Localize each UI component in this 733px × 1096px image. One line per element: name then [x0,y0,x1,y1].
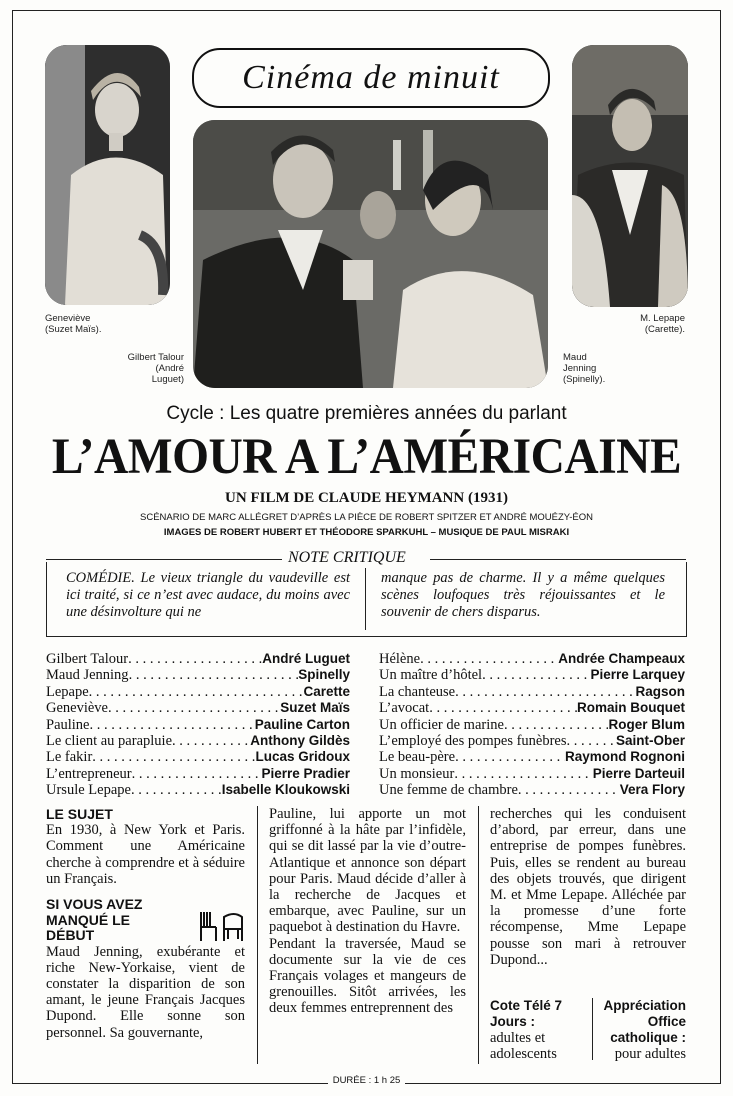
cast-role: Le fakir [46,749,93,766]
cast-row [379,749,685,765]
cast-role: Une femme de chambre [379,782,518,799]
cast-role: La chanteuse [379,683,456,700]
cast-leader-dots [455,684,635,700]
cast-role: Maud Jenning [46,667,129,684]
cast-actor: Pierre Pradier [261,765,350,781]
cast-role: Le beau-père [379,749,456,766]
manque-text: Maud Jenning, exubérante et riche New-Yorkaise, vient de constater la disparition de son amant, le jeune Français Jacques Dupond. Elle sonne son personnel. Sa gouvernante, [46,943,245,1041]
cast-role: Un maître d’hôtel [379,667,483,684]
cast-role: Gilbert Talour [46,651,129,667]
cast-row [46,733,350,749]
cast-row [379,782,685,798]
cast-list-left [46,651,350,799]
cast-actor: Isabelle Kloukowski [221,782,350,798]
story-text-3: recherches qui les conduisent d’abord, par erreur, dans une entreprise de pompes funèbres. Puis, elles se rendent au bureau des objets trouvés, que dirigent M. et Mme Lepape. Alléchée par la promesse d’une forte récompense, Mme Lepape pousse son mari à retrouver Dupond... [490,806,686,968]
photo-genevieve [45,45,170,305]
note-critique-rule-left [46,559,282,560]
cast-row [46,700,350,716]
cast-row [379,733,685,749]
images-music-credit: IMAGES DE ROBERT HUBERT ET THÉODORE SPARKUHL – MUSIQUE DE PAUL MISRAKI [163,527,570,538]
cast-actor: Pauline Carton [254,716,350,732]
cast-actor: Andrée Champeaux [558,651,685,666]
cast-leader-dots [129,667,299,683]
note-critique-rule-right [430,559,686,560]
cast-row [46,667,350,683]
cast-row [379,651,685,667]
cast-list-right [379,651,685,799]
cast-actor: Suzet Maïs [280,700,350,716]
column-3 [490,806,686,968]
cast-leader-dots [172,733,250,749]
cast-leader-dots [132,766,262,782]
cast-leader-dots [504,717,609,733]
cast-actor: Raymond Rognoni [565,749,685,765]
film-title: L’AMOUR A L’AMÉRICAINE [51,429,682,485]
cast-leader-dots [128,651,262,667]
cycle-heading: Cycle : Les quatre premières années du parlant [166,403,567,424]
photo-bar-scene [193,120,548,388]
cast-actor: Lucas Gridoux [255,749,350,765]
column-rule-2 [478,806,479,1064]
story-text-2b: Pendant la traversée, Maud se documente sur la vie de ces Français volages et mangeurs de grenouilles. Sitôt arrivées, les deux femmes entreprennent des [269,935,466,1017]
cast-role: Un monsieur [379,765,455,782]
cast-row [46,766,350,782]
cast-role: Hélène [379,651,421,667]
cast-leader-dots [92,749,255,765]
cast-row [379,766,685,782]
cast-role: Un officier de marine [379,716,504,733]
cast-actor: Roger Blum [608,716,685,732]
sujet-text: En 1930, à New York et Paris. Comment une Américaine cherche à comprendre et à séduire un Français. [46,822,245,887]
duration [0,1075,733,1086]
note-critique-text-2: manque pas de charme. Il y a même quelques scènes loufoques très réjouissantes et le souvenir de chers disparus. [381,570,665,620]
cast-actor: Ragson [635,683,685,699]
caption-genevieve: Geneviève (Suzet Maïs). [45,313,102,335]
manque-heading: SI VOUS AVEZ MANQUÉ LE DÉBUT [46,896,143,944]
cast-actor: Vera Flory [619,782,685,798]
duration-text: DURÉE : 1 h 25 [328,1075,406,1086]
cast-row [46,651,350,667]
caption-gilbert-talour: Gilbert Talour (André Luguet) [127,352,184,385]
column-rule-1 [257,806,258,1064]
cast-row [379,684,685,700]
cote-label: Cote Télé 7 Jours : [490,998,563,1029]
cast-leader-dots [108,700,280,716]
cast-leader-dots [482,667,590,683]
cast-actor: Pierre Darteuil [592,765,685,781]
cote-value: adultes et adolescents [490,1030,557,1063]
cast-actor: Spinelly [298,667,350,683]
cast-actor: Saint-Ober [615,733,685,749]
cast-role: Lepape [46,683,89,700]
cast-row [379,667,685,683]
sujet-heading: LE SUJET [46,806,113,822]
cote-block [490,998,586,1062]
cast-actor: Carette [303,683,350,699]
appreciation-block [596,998,686,1062]
note-critique-text-1: COMÉDIE. Le vieux triangle du vaudeville est ici traité, si ce n’est avec audace, du moins avec une désinvolture qui ne [66,570,350,620]
cast-actor: Pierre Larquey [590,667,685,683]
cast-role: Ursule Lepape [46,782,131,799]
cast-leader-dots [420,651,558,667]
scenario-credit: SCÉNARIO DE MARC ALLÉGRET D’APRÈS LA PIÈCE DE ROBERT SPITZER ET ANDRÉ MOUÉZY-ÉON [140,512,593,523]
story-text-2a: Pauline, lui apporte un mot griffonné à la hâte par l’infidèle, qui se dit lassé par la vie d’outre-Atlantique et annonce son départ pour Paris. Maud décide d’aller à la recherche de Jacques et embarque, avec Pauline, sur un paquebot à destination du Havre. [269,806,466,936]
cast-leader-dots [455,749,565,765]
chairs-icon [198,909,244,943]
cast-actor: Anthony Gildès [250,733,350,749]
cast-role: L’entrepreneur [46,765,132,782]
cast-role: Geneviève [46,700,108,717]
rating-divider [592,998,593,1060]
caption-lepape: M. Lepape (Carette). [640,313,685,335]
column-2 [269,806,466,1017]
caption-maud-jenning: Maud Jenning (Spinelly). [563,352,606,385]
film-director: UN FILM DE CLAUDE HEYMANN (1931) [225,490,508,506]
photo-lepape [572,45,688,307]
banner-cinema-de-minuit: Cinéma de minuit [192,48,550,108]
cast-row [379,700,685,716]
cast-leader-dots [89,684,304,700]
note-critique-heading: NOTE CRITIQUE [288,549,406,566]
cast-row [46,717,350,733]
cast-leader-dots [429,700,577,716]
cast-leader-dots [518,782,620,798]
cast-row [46,782,350,798]
note-critique-divider [365,568,366,630]
column-1 [46,806,245,1041]
cast-role: Pauline [46,716,90,733]
cast-row [46,749,350,765]
cast-actor: Romain Bouquet [577,700,685,716]
cast-row [46,684,350,700]
cast-leader-dots [454,766,592,782]
appreciation-label: Appréciation Office catholique : [603,998,686,1045]
cast-leader-dots [131,782,222,798]
cast-role: L’avocat [379,700,430,717]
cast-role: L’employé des pompes funèbres [379,733,567,750]
cast-leader-dots [567,733,616,749]
appreciation-value: pour adultes [614,1046,686,1062]
cast-leader-dots [90,717,255,733]
cast-role: Le client au parapluie [46,733,173,750]
cast-row [379,717,685,733]
cast-actor: André Luguet [262,651,350,666]
